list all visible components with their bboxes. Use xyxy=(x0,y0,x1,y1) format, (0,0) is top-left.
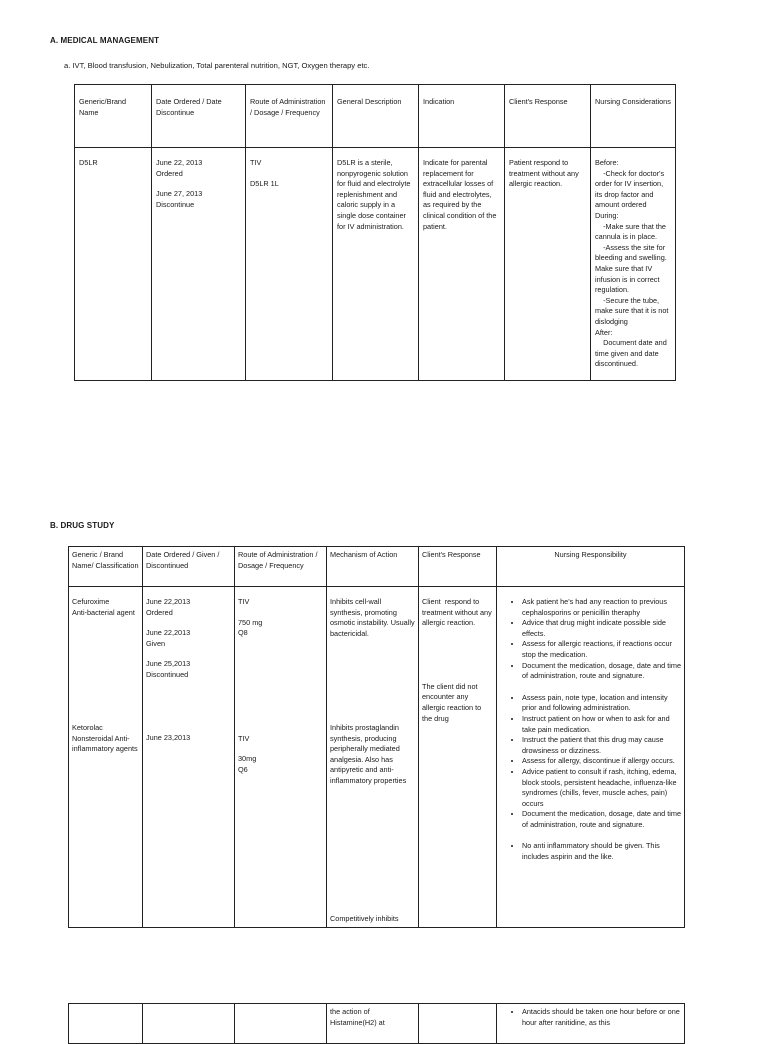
section-a-heading: A. MEDICAL MANAGEMENT xyxy=(50,36,160,45)
column-header: Date Ordered / Given / Discontinued xyxy=(143,547,235,587)
response-text: Patient respond to treatment without any allergic reaction. xyxy=(509,158,579,189)
column-header: Route of Administration / Dosage / Frequency xyxy=(246,85,333,148)
mechanism-text: Inhibits cell-wall synthesis, promoting osmotic instability. Usually bactericidal. xyxy=(330,597,417,638)
column-header: Date Ordered / Date Discontinue xyxy=(152,85,246,148)
nursing-line: Document date and time given and date discontinued. xyxy=(595,338,669,369)
nursing-considerations-cell xyxy=(591,148,676,381)
date-label: Given xyxy=(146,638,166,648)
list-item: • Advice that drug might indicate possible side effects. xyxy=(522,618,681,639)
column-header: Mechanism of Action xyxy=(327,547,419,587)
date-text: June 22,2013 xyxy=(146,597,191,606)
response-text: The client did not encounter any allergic reaction to the drug xyxy=(422,681,484,723)
date-label: Discontinued xyxy=(146,669,189,679)
nursing-line: -Make sure that the cannula is in place. xyxy=(595,221,669,242)
route-cell xyxy=(235,587,327,928)
nursing-line: During: xyxy=(595,210,619,220)
dosage-text: 750 mg xyxy=(238,617,263,627)
drug-classification: Nonsteroidal Anti-inflammatory agents xyxy=(72,733,138,754)
route-cell xyxy=(246,148,333,381)
list-item: • Assess pain, note type, location and intensity prior and following administration. xyxy=(522,693,681,714)
date-text: June 23,2013 xyxy=(146,732,191,742)
list-item: • Instruct patient on how or when to ask for and take pain medication. xyxy=(522,714,681,735)
table-row xyxy=(69,587,685,928)
response-cell xyxy=(419,587,497,928)
response-cell xyxy=(505,148,591,381)
mechanism-cell xyxy=(327,587,419,928)
list-item: • Advice patient to consult if rash, itching, edema, block stools, persistent headache, influenza-like syndromes (chills, fever, muscle aches, pain) occurs xyxy=(522,767,681,809)
column-header: Generic / Brand Name/ Classification xyxy=(69,547,143,587)
nursing-responsibility-cell xyxy=(497,587,685,928)
date-ordered: June 22, 2013 xyxy=(156,158,203,167)
drug-name: Cefuroxime xyxy=(72,597,110,606)
nursing-line: After: xyxy=(595,327,613,337)
mechanism-text-continued: Competitively inhibits xyxy=(330,914,399,923)
nursing-line: -Secure the tube, make sure that it is not dislodging xyxy=(595,295,671,326)
column-header: Nursing Responsibility xyxy=(497,547,685,587)
column-header: Client's Response xyxy=(505,85,591,148)
frequency-text: Q8 xyxy=(238,628,248,638)
date-text: June 25,2013 xyxy=(146,659,191,669)
route-text: TIV xyxy=(238,733,250,743)
date-discontinued: June 27, 2013 xyxy=(156,189,203,199)
dosage-text: D5LR 1L xyxy=(250,178,279,188)
route-text: TIV xyxy=(250,158,262,167)
column-header: Route of Administration / Dosage / Frequency xyxy=(235,547,327,587)
generic-name-cell xyxy=(75,148,152,381)
column-header: Indication xyxy=(419,85,505,148)
date-cell xyxy=(143,587,235,928)
table-header-row xyxy=(69,547,685,587)
section-a-subheading: a. IVT, Blood transfusion, Nebulization, Total parenteral nutrition, NGT, Oxygen therapy etc. xyxy=(64,61,370,70)
list-item: • Antacids should be taken one hour before or one hour after ranitidine, as this xyxy=(522,1007,681,1028)
list-item: • Document the medication, dosage, date and time of administration, route and signature. xyxy=(522,809,681,830)
drug-study-table xyxy=(68,546,685,928)
column-header: General Description xyxy=(333,85,419,148)
frequency-text: Q6 xyxy=(238,764,248,774)
nursing-line: -Assess the site for bleeding and swelling. Make sure that IV infusion is in correct regulation. xyxy=(595,242,669,295)
mechanism-text: the action of Histamine(H2) at xyxy=(330,1007,385,1027)
date-label: Ordered xyxy=(146,607,173,617)
nursing-list xyxy=(500,1007,681,1028)
column-header: Nursing Considerations xyxy=(591,85,676,148)
date-ordered-label: Ordered xyxy=(156,168,183,178)
nursing-line: Before: xyxy=(595,158,619,167)
list-item: • Assess for allergic reactions, if reactions occur stop the medication. xyxy=(522,639,681,660)
nursing-line: -Check for doctor's order for IV insertion, its drop factor and amount ordered xyxy=(595,168,667,210)
section-b-heading: B. DRUG STUDY xyxy=(50,521,115,530)
list-item: • Document the medication, dosage, date and time of administration, route and signature. xyxy=(522,661,681,682)
mechanism-text: Inhibits prostaglandin synthesis, producing peripherally mediated analgesia. Also has antipyretic and anti-inflammatory properties xyxy=(330,723,407,785)
column-header: Client's Response xyxy=(419,547,497,587)
list-item: • Assess for allergy, discontinue if allergy occurs. xyxy=(522,756,681,767)
table-row xyxy=(75,148,676,381)
generic-name-cell xyxy=(69,587,143,928)
description-cell xyxy=(333,148,419,381)
indication-text: Indicate for parental replacement for extracellular losses of fluid and electrolytes, as required by the clinical condition of the patient. xyxy=(423,158,497,231)
table-header-row xyxy=(75,85,676,148)
drug-name: Ketorolac xyxy=(72,723,103,733)
date-cell xyxy=(152,148,246,381)
date-discontinued-label: Discontinue xyxy=(156,199,195,209)
medical-management-table xyxy=(74,84,676,381)
response-text: Client respond to treatment without any allergic reaction. xyxy=(422,597,494,628)
list-item: • Instruct the patient that this drug may cause drowsiness or dizziness. xyxy=(522,735,681,756)
route-text: TIV xyxy=(238,597,250,606)
list-item: • Ask patient he's had any reaction to previous cephalosporins or penicillin theraphy xyxy=(522,597,681,618)
indication-cell xyxy=(419,148,505,381)
column-header: Generic/Brand Name xyxy=(75,85,152,148)
drug-classification: Anti-bacterial agent xyxy=(72,607,135,617)
date-text: June 22,2013 xyxy=(146,628,191,638)
dosage-text: 30mg xyxy=(238,754,257,764)
list-item: • No anti inflammatory should be given. This includes aspirin and the like. xyxy=(522,841,681,862)
nursing-list xyxy=(500,597,681,863)
description-text: D5LR is a sterile, nonpyrogenic solution for fluid and electrolyte replenishment and caloric supply in a single dose container for IV administration. xyxy=(337,158,411,231)
generic-name: D5LR xyxy=(79,158,98,167)
